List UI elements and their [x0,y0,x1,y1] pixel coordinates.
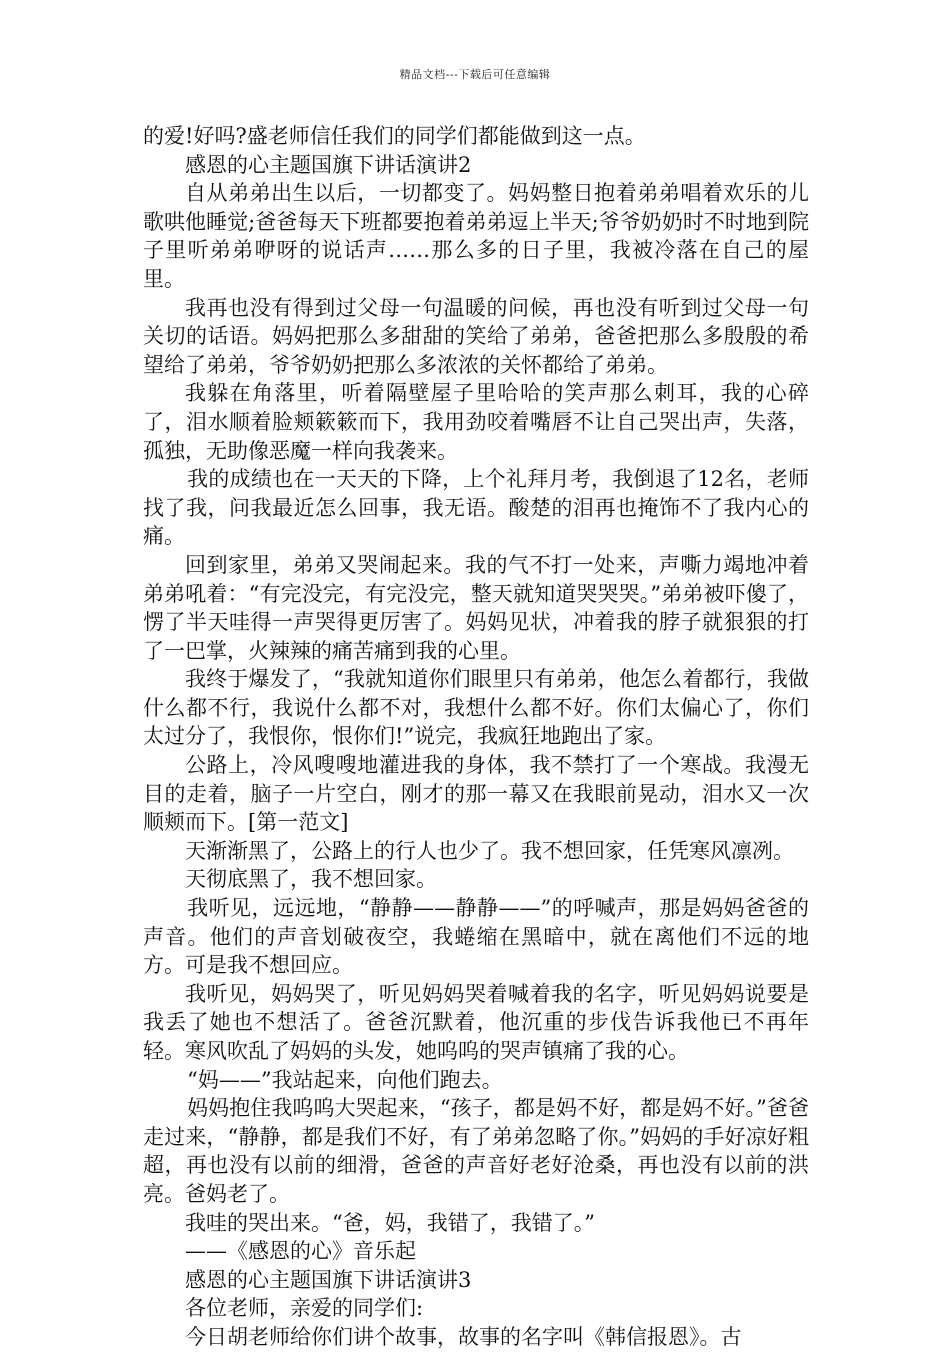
paragraph-4: 我再也没有得到过父母一句温暖的问候，再也没有听到过父母一句关切的话语。妈妈把那么多甜甜的笑给了弟弟，爸爸把那么多殷殷的希望给了弟弟，爷爷奶奶把那么多浓浓的关怀都给了弟弟。 [143,295,809,377]
paragraph-8: 我终于爆发了，“我就知道你们眼里只有弟弟，他怎么着都行，我做什么都不行，我说什么都不对，我想什么都不好。你们太偏心了，你们太过分了，我恨你，恨你们!”说完，我疯狂地跑出了家。 [143,667,809,749]
paragraph-3: 自从弟弟出生以后，一切都变了。妈妈整日抱着弟弟唱着欢乐的儿歌哄他睡觉;爸爸每天下班都要抱着弟弟逗上半天;爷爷奶奶时不时地到院子里听弟弟咿呀的说话声……那么多的日子里，我被冷落在自己的屋里。 [143,181,809,291]
document-body [143,122,809,1352]
salutation: 各位老师，亲爱的同学们: [185,1296,424,1321]
paragraph-15: 妈妈抱住我呜呜大哭起来，“孩子，都是妈不好，都是妈不好。”爸爸走过来，“静静，都是我们不好，有了弟弟忽略了你。”妈妈的手好凉好粗超，再也没有以前的细滑，爸爸的声音好老好沧桑，再也没有以前的洪亮。爸妈老了。 [143,1096,809,1206]
paragraph-14: “妈——”我站起来，向他们跑去。 [187,1067,503,1092]
paragraph-20: 今日胡老师给你们讲个故事，故事的名字叫《韩信报恩》。古 [185,1324,742,1349]
paragraph-5: 我躲在角落里，听着隔壁屋子里哈哈的笑声那么刺耳，我的心碎了，泪水顺着脸颊簌簌而下，我用劲咬着嘴唇不让自己哭出声，失落，孤独，无助像恶魔一样向我袭来。 [143,381,809,463]
paragraph-9: 公路上，冷风嗖嗖地灌进我的身体，我不禁打了一个寒战。我漫无目的走着，脑子一片空白，刚才的那一幕又在我眼前晃动，泪水又一次顺颊而下。[第一范文] [143,753,809,835]
paragraph-1: 的爱!好吗?盛老师信任我们的同学们都能做到这一点。 [143,124,646,148]
paragraph-16: 我哇的哭出来。“爸，妈，我错了，我错了。” [185,1210,595,1235]
page-header: 精品文档---下载后可任意编辑 [399,68,551,81]
paragraph-10: 天渐渐黑了，公路上的行人也少了。我不想回家，任凭寒风凛冽。 [185,838,794,863]
paragraph-7: 回到家里，弟弟又哭闹起来。我的气不打一处来，声嘶力竭地冲着弟弟吼着：“有完没完，有完没完，整天就知道哭哭哭。”弟弟被吓傻了，愣了半天哇得一声哭得更厉害了。妈妈见状，冲着我的脖子就狠狠的打了一巴掌，火辣辣的痛苦痛到我的心里。 [143,552,809,663]
paragraph-17: ——《感恩的心》音乐起 [185,1239,416,1264]
paragraph-12: 我听见，远远地，“静静——静静——”的呼喊声，那是妈妈爸爸的声音。他们的声音划破夜空，我蜷缩在黑暗中，就在离他们不远的地方。可是我不想回应。 [143,896,809,978]
paragraph-13: 我听见，妈妈哭了，听见妈妈哭着喊着我的名字，听见妈妈说要是我丢了她也不想活了。爸爸沉默着，他沉重的步伐告诉我他已不再年轻。寒风吹乱了妈妈的头发，她呜呜的哭声镇痛了我的心。 [143,981,809,1063]
section-heading-2: 感恩的心主题国旗下讲话演讲2 [185,152,472,177]
section-heading-3: 感恩的心主题国旗下讲话演讲3 [185,1267,472,1292]
paragraph-11: 天彻底黑了，我不想回家。 [185,867,437,892]
paragraph-6: 我的成绩也在一天天的下降，上个礼拜月考，我倒退了12名，老师找了我，问我最近怎么回事，我无语。酸楚的泪再也掩饰不了我内心的痛。 [143,467,809,549]
